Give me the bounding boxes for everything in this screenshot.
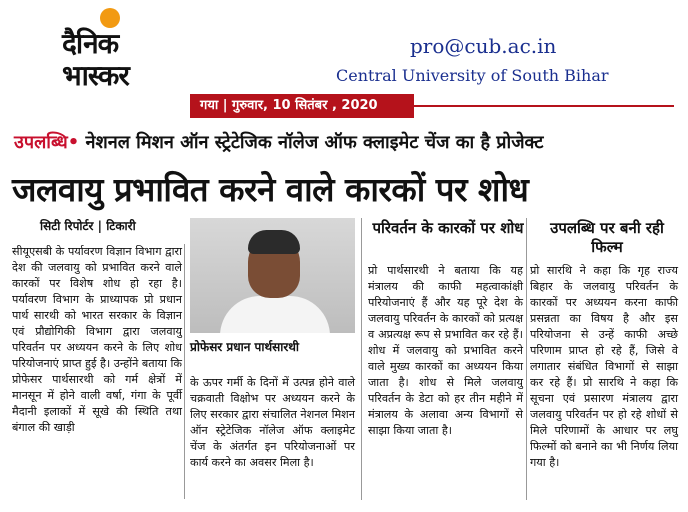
article-column-1: सीयूएसबी के पर्यावरण विज्ञान विभाग द्वारा देश की जलवायु को प्रभावित करने वाले कारकों पर विशेष शोध हो रहा है। पर्यावरण विभाग के प्राध्यापक प्रो प्रधान पार्थ सारथी को भारत सरकार के विज्ञान एवं प्रौद्योगिकी विभाग द्वारा जलवायु परिवर्तन पर अध्ययन करने के लिए शोध परियोजनाएं प्राप्त हुई है। उन्होंने बताया कि प्रोफेसर पार्थसारथी को गर्म क्षेत्रों में मानसून में होने वाली वर्षा, गंगा के पूर्वी मैदानी इलाकों में सूखे की स्थिति तथा बंगाल की खाड़ी [12,245,182,434]
article-column-4: प्रो सारथि ने कहा कि गृह राज्य बिहार के जलवायु परिवर्तन के कारकों पर अध्ययन करना काफी प्रसन्नता का विषय है और इस परियोजना से उन्हें काफी अच्छे परिणाम प्राप्त हो रहे हैं, जिसे वे लगातार संबंधित विभागों से साझा कर रहे हैं। प्रो सारथि ने कहा कि सूचना एवं प्रसारण मंत्रालय द्वारा जलवायु परिवर्तन पर हो रहे शोधों से मिले परिणामों के आधार पर लघु फिल्मों को बनाने का भी निर्णय लिया गया है। [530,264,678,469]
kicker-text: नेशनल मिशन ऑन स्ट्रेटेजिक नॉलेज ऑफ क्लाइमेट चेंज का है प्रोजेक्ट [79,132,544,153]
newspaper-logo [62,6,180,92]
contact-email[interactable]: pro@cub.ac.in [410,34,557,58]
kicker-dot: • [67,132,80,153]
logo-line-1: दैनिक [62,27,119,60]
byline: सिटी रिपोर्टर | टिकारी [40,219,136,233]
subhead-film: उपलब्धि पर बनी रही फिल्म [550,219,664,256]
subhead-causes-research: परिवर्तन के कारकों पर शोध [372,219,524,237]
dateline-banner: गया | गुरुवार, 10 सितंबर , 2020 [190,94,414,118]
kicker [14,130,543,154]
university-name: Central University of South Bihar [336,66,609,85]
article-column-3: प्रो पार्थसारथी ने बताया कि यह मंत्रालय की काफी महत्वाकांक्षी परियोजनाएं हैं और यह पूरे देश के जलवायु परिवर्तन के कारकों को प्रत्यक्ष व अप्रत्यक्ष रूप से प्रभावित कर रहे हैं। शोध में जलवायु को प्रभावित करने वाले मुख्य कारकों का अध्ययन किया जाता है। शोध से मिले जलवायु परिवर्तन के डेटा को हर तीन महीने में मंत्रालय के अलावा अन्य विभागों से साझा किया जाता है। [368,264,523,437]
dateline-rule [404,105,674,107]
professor-photo [190,218,355,333]
article-column-2: के ऊपर गर्मी के दिनों में उत्पन्न होने वाले चक्रवाती विक्षोभ पर अध्ययन करने के लिए सरकार द्वारा संचालित नेशनल मिशन ऑन स्ट्रेटेजिक नॉलेज ऑफ क्लाइमेट चेंज के अंतर्गत इन परियोजनाओं पर कार्य करने का अवसर मिला है। [190,376,355,469]
headline: जलवायु प्रभावित करने वाले कारकों पर शोध [12,170,529,209]
kicker-label: उपलब्धि [14,132,68,153]
photo-caption: प्रोफेसर प्रधान पार्थसारथी [190,340,300,354]
column-divider [526,218,527,500]
logo-line-2: भास्कर [62,59,129,92]
column-divider [361,218,362,500]
column-divider [184,244,185,499]
